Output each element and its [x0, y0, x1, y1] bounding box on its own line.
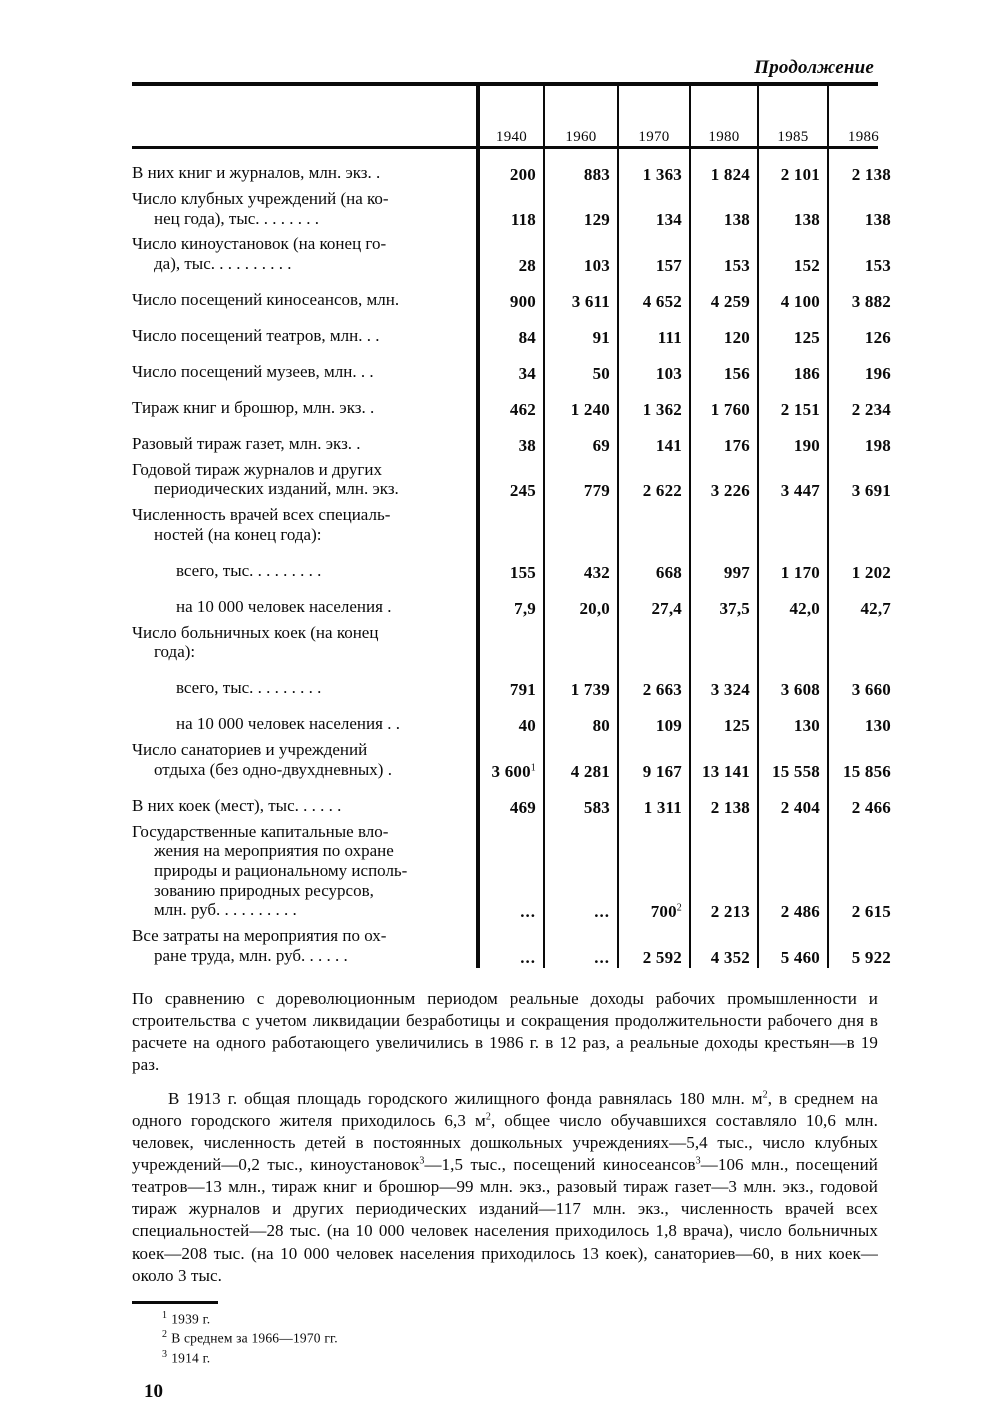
- row-label: [132, 922, 478, 967]
- no-data-marker: ...: [594, 947, 610, 967]
- row-label-line: Число киноустановок (на конец го-: [132, 234, 387, 254]
- cell-1986: 138: [828, 185, 898, 230]
- paragraph-2-part5: —106 млн., посещений театров—13 млн., тираж книг и брошюр—99 млн. экз., разовый тираж газет—3 млн. экз., годовой тираж журналов и других периодических изданий—117 млн. экз., численность врачей всех специальностей—28 тыс. (на 10 000 человек населения приходилось 1,8 врача), число больничных коек—208 тыс. (на 10 000 человек населения приходилось 13 коек), санаториев—60, в них коек—около 3 тыс.: [132, 1155, 878, 1285]
- paragraph-2-part4: —1,5 тыс., посещений киносеансов: [424, 1155, 696, 1175]
- cell-1960: 1 240: [544, 384, 618, 420]
- cell-1986: 15 856: [828, 736, 898, 781]
- footnote-marker: 3: [162, 1348, 168, 1360]
- cell-1985: 125: [758, 312, 828, 348]
- cell-1980: 153: [690, 230, 758, 275]
- cell-1940: [478, 619, 544, 664]
- cell-1985: 42,0: [758, 583, 828, 619]
- cell-1980: 37,5: [690, 583, 758, 619]
- cell-1970: 134: [618, 185, 690, 230]
- table-row: [132, 583, 898, 619]
- cell-1970: [618, 501, 690, 546]
- row-label-line: В них коек (мест), тыс. . . . . .: [132, 795, 342, 815]
- cell-1986: 1 202: [828, 547, 898, 583]
- cell-1985: 186: [758, 348, 828, 384]
- row-label-line: периодических изданий, млн. экз.: [154, 479, 399, 499]
- cell-1970: 109: [618, 700, 690, 736]
- row-label: [132, 700, 478, 736]
- cell-1986: 42,7: [828, 583, 898, 619]
- table-row: [132, 818, 898, 923]
- cell-1986: [828, 619, 898, 664]
- row-label-line: Число клубных учреждений (на ко-: [132, 188, 389, 208]
- cell-1960: 1 739: [544, 664, 618, 700]
- row-label: [132, 736, 478, 781]
- footnote-text: В среднем за 1966—1970 гг.: [171, 1330, 338, 1346]
- row-label: [132, 384, 478, 420]
- cell-1980: 1 760: [690, 384, 758, 420]
- table-row: [132, 922, 898, 967]
- row-label-line: Разовый тираж газет, млн. экз. .: [132, 434, 361, 454]
- cell-1985: [758, 501, 828, 546]
- row-label-line: жения на мероприятия по охране: [154, 841, 394, 861]
- cell-1960: 91: [544, 312, 618, 348]
- paragraph-2: [132, 1088, 878, 1287]
- continuation-label: Продолжение: [754, 57, 874, 78]
- row-label-line: Все затраты на мероприятия по ох-: [132, 926, 387, 946]
- row-label-line: Тираж книг и брошюр, млн. экз. .: [132, 398, 375, 418]
- cell-1985: 5 460: [758, 922, 828, 967]
- no-data-marker: ...: [520, 947, 536, 967]
- column-header-1980: 1980: [690, 86, 758, 146]
- row-label: [132, 420, 478, 456]
- cell-1985: 152: [758, 230, 828, 275]
- row-label-line: отдыха (без одно-двухдневных) .: [154, 759, 392, 779]
- row-label: [132, 185, 478, 230]
- row-label: [132, 818, 478, 923]
- paragraph-2-sup3: 3: [419, 1155, 425, 1167]
- cell-1985: 1 170: [758, 547, 828, 583]
- row-label-line: всего, тыс. . . . . . . . .: [176, 560, 322, 580]
- page-content: [132, 57, 891, 1403]
- stub-header: [132, 86, 478, 146]
- footnote-text: 1914 г.: [171, 1350, 211, 1366]
- cell-1940: 200: [478, 149, 544, 185]
- cell-1986: 198: [828, 420, 898, 456]
- row-label: [132, 782, 478, 818]
- paragraph-2-sup2: 2: [485, 1111, 491, 1123]
- cell-1985: 15 558: [758, 736, 828, 781]
- cell-1970: 9 167: [618, 736, 690, 781]
- paragraph-2-part1: В 1913 г. общая площадь городского жилищного фонда равнялась 180 млн. м: [168, 1088, 763, 1108]
- cell-1970: 1 363: [618, 149, 690, 185]
- cell-1940: 34: [478, 348, 544, 384]
- cell-footnote-marker: 2: [676, 902, 682, 914]
- cell-1940: 462: [478, 384, 544, 420]
- statistics-table-body: [132, 149, 898, 968]
- cell-1970: 157: [618, 230, 690, 275]
- cell-1985: 130: [758, 700, 828, 736]
- cell-1985: 2 486: [758, 818, 828, 923]
- cell-footnote-marker: 1: [530, 761, 536, 773]
- row-label-line: года):: [154, 642, 196, 662]
- cell-1970: 141: [618, 420, 690, 456]
- cell-1970: 1 311: [618, 782, 690, 818]
- cell-1986: 3 691: [828, 456, 898, 501]
- row-label: [132, 456, 478, 501]
- row-label-line: ностей (на конец года):: [154, 524, 322, 544]
- cell-1940: 38: [478, 420, 544, 456]
- cell-1940: 40: [478, 700, 544, 736]
- row-label-line: всего, тыс. . . . . . . . .: [176, 678, 322, 698]
- paragraph-2-sup1: 2: [762, 1089, 768, 1101]
- cell-1960: 80: [544, 700, 618, 736]
- cell-1980: 997: [690, 547, 758, 583]
- cell-1980: 4 259: [690, 276, 758, 312]
- row-label-line: Численность врачей всех специаль-: [132, 505, 391, 525]
- cell-1980: 1 824: [690, 149, 758, 185]
- cell-1940: 245: [478, 456, 544, 501]
- table-row: [132, 700, 898, 736]
- table-body: [132, 149, 898, 968]
- row-label: [132, 619, 478, 664]
- cell-1960: 779: [544, 456, 618, 501]
- cell-1986: 126: [828, 312, 898, 348]
- cell-1940: 3 600$^1$: [478, 736, 544, 781]
- cell-1970: 1 362: [618, 384, 690, 420]
- cell-1985: 4 100: [758, 276, 828, 312]
- footnote-marker: 2: [162, 1329, 168, 1341]
- row-label-line: зованию природных ресурсов,: [154, 880, 374, 900]
- cell-1986: 2 466: [828, 782, 898, 818]
- cell-1980: 4 352: [690, 922, 758, 967]
- row-label: [132, 664, 478, 700]
- row-label-line: Число санаториев и учреждений: [132, 740, 368, 760]
- footnote-item: [162, 1309, 878, 1328]
- table-header-row: [132, 86, 898, 146]
- paragraph-2-sup4: 3: [695, 1155, 701, 1167]
- cell-1970: 111: [618, 312, 690, 348]
- cell-1940: 7,9: [478, 583, 544, 619]
- cell-1970: 2 663: [618, 664, 690, 700]
- column-header-1985: 1985: [758, 86, 828, 146]
- row-label: [132, 583, 478, 619]
- cell-1986: 3 882: [828, 276, 898, 312]
- table-row: [132, 501, 898, 546]
- row-label-line: Число посещений киносеансов, млн.: [132, 290, 400, 310]
- table-row: [132, 384, 898, 420]
- cell-1986: 3 660: [828, 664, 898, 700]
- row-label: [132, 312, 478, 348]
- cell-1980: 156: [690, 348, 758, 384]
- footnote-item: [162, 1328, 878, 1347]
- row-label-line: ране труда, млн. руб. . . . . .: [154, 945, 348, 965]
- row-label-line: природы и рациональному исполь-: [154, 860, 408, 880]
- row-label: [132, 230, 478, 275]
- row-label-line: да), тыс. . . . . . . . . .: [154, 254, 292, 274]
- row-label: [132, 501, 478, 546]
- cell-1970: 2 622: [618, 456, 690, 501]
- row-label-line: Число посещений музеев, млн. . .: [132, 362, 374, 382]
- table-row: [132, 276, 898, 312]
- cell-1970: 668: [618, 547, 690, 583]
- cell-1960: 20,0: [544, 583, 618, 619]
- cell-1940: 900: [478, 276, 544, 312]
- cell-1940: 118: [478, 185, 544, 230]
- footnote-item: [162, 1348, 878, 1367]
- footnote-separator-rule: [132, 1301, 218, 1304]
- cell-1985: 3 447: [758, 456, 828, 501]
- cell-1986: 5 922: [828, 922, 898, 967]
- cell-1985: 138: [758, 185, 828, 230]
- row-label-line: на 10 000 человек населения .: [176, 596, 392, 616]
- paragraph-1: По сравнению с дореволюционным периодом реальные доходы рабочих промышленности и строительства с учетом ликвидации безработицы и сокращения продолжительности рабочего дня в расчете на одного работающего увеличились в 1986 г. в 12 раз, а реальные доходы крестьян—в 19 раз.: [132, 988, 878, 1074]
- no-data-marker: ...: [520, 902, 536, 922]
- row-label-line: Годовой тираж журналов и других: [132, 459, 382, 479]
- table-row: [132, 230, 898, 275]
- cell-1985: 2 404: [758, 782, 828, 818]
- table-row: [132, 664, 898, 700]
- cell-1960: 69: [544, 420, 618, 456]
- cell-1980: 120: [690, 312, 758, 348]
- cell-1960: [544, 501, 618, 546]
- statistics-table: [132, 86, 898, 146]
- row-label-line: нец года), тыс. . . . . . . .: [154, 208, 320, 228]
- paragraph-2-part2: , в среднем на одного городского жителя приходилось 6,3 м: [132, 1088, 878, 1131]
- cell-1960: [544, 619, 618, 664]
- cell-1970: [618, 619, 690, 664]
- table-row: [132, 348, 898, 384]
- row-label-line: В них книг и журналов, млн. экз. .: [132, 163, 381, 183]
- cell-1940: 791: [478, 664, 544, 700]
- cell-1986: 2 234: [828, 384, 898, 420]
- cell-1960: 3 611: [544, 276, 618, 312]
- cell-1986: 2 138: [828, 149, 898, 185]
- cell-1970: 103: [618, 348, 690, 384]
- cell-1960: 4 281: [544, 736, 618, 781]
- cell-1960: 50: [544, 348, 618, 384]
- cell-1960: [544, 922, 618, 967]
- cell-1986: 153: [828, 230, 898, 275]
- table-row: [132, 736, 898, 781]
- cell-1970: 27,4: [618, 583, 690, 619]
- cell-1985: 2 101: [758, 149, 828, 185]
- column-header-1940: 1940: [478, 86, 544, 146]
- table-row: [132, 312, 898, 348]
- cell-1940: [478, 501, 544, 546]
- cell-1980: 3 226: [690, 456, 758, 501]
- cell-1985: [758, 619, 828, 664]
- column-header-1960: 1960: [544, 86, 618, 146]
- table-row: [132, 149, 898, 185]
- cell-1960: 129: [544, 185, 618, 230]
- cell-1960: 432: [544, 547, 618, 583]
- row-label: [132, 276, 478, 312]
- cell-1960: 583: [544, 782, 618, 818]
- cell-1940: [478, 818, 544, 923]
- cell-1985: 190: [758, 420, 828, 456]
- cell-1980: 13 141: [690, 736, 758, 781]
- paragraph-2-part3: , общее число обучавшихся составляло 10,6 млн. человек, численность детей в постоянных дошкольных учреждениях—5,4 тыс., число клубных учреждений—0,2 тыс., киноустановок: [132, 1111, 878, 1175]
- column-header-1970: 1970: [618, 86, 690, 146]
- cell-1960: 103: [544, 230, 618, 275]
- row-label: [132, 348, 478, 384]
- cell-1940: 155: [478, 547, 544, 583]
- cell-1985: 3 608: [758, 664, 828, 700]
- row-label-line: Число посещений театров, млн. . .: [132, 326, 380, 346]
- cell-1980: 125: [690, 700, 758, 736]
- cell-1960: [544, 818, 618, 923]
- cell-1970: 4 652: [618, 276, 690, 312]
- cell-1970: 700$^2$: [618, 818, 690, 923]
- footnote-text: 1939 г.: [171, 1311, 211, 1327]
- cell-1940: 84: [478, 312, 544, 348]
- cell-1986: 196: [828, 348, 898, 384]
- cell-1980: 2 138: [690, 782, 758, 818]
- footnote-list: [132, 1309, 878, 1367]
- no-data-marker: ...: [594, 902, 610, 922]
- cell-1940: [478, 922, 544, 967]
- cell-1940: 28: [478, 230, 544, 275]
- cell-1986: 2 615: [828, 818, 898, 923]
- table-row: [132, 619, 898, 664]
- row-label: [132, 149, 478, 185]
- cell-1980: [690, 619, 758, 664]
- row-label-line: на 10 000 человек населения . .: [176, 714, 400, 734]
- row-label-line: Число больничных коек (на конец: [132, 622, 379, 642]
- footnote-marker: 1: [162, 1309, 168, 1321]
- row-label-line: млн. руб. . . . . . . . . .: [154, 900, 297, 920]
- cell-1970: 2 592: [618, 922, 690, 967]
- row-label-line: Государственные капитальные вло-: [132, 821, 389, 841]
- page-number: 10: [144, 1381, 163, 1403]
- column-header-1986: 1986: [828, 86, 898, 146]
- cell-1980: 3 324: [690, 664, 758, 700]
- cell-1980: [690, 501, 758, 546]
- cell-1980: 176: [690, 420, 758, 456]
- row-label: [132, 547, 478, 583]
- cell-1980: 2 213: [690, 818, 758, 923]
- cell-1985: 2 151: [758, 384, 828, 420]
- cell-1940: 469: [478, 782, 544, 818]
- cell-1980: 138: [690, 185, 758, 230]
- table-row: [132, 185, 898, 230]
- cell-1986: [828, 501, 898, 546]
- table-row: [132, 547, 898, 583]
- table-row: [132, 456, 898, 501]
- cell-1986: 130: [828, 700, 898, 736]
- table-row: [132, 420, 898, 456]
- table-row: [132, 782, 898, 818]
- cell-1960: 883: [544, 149, 618, 185]
